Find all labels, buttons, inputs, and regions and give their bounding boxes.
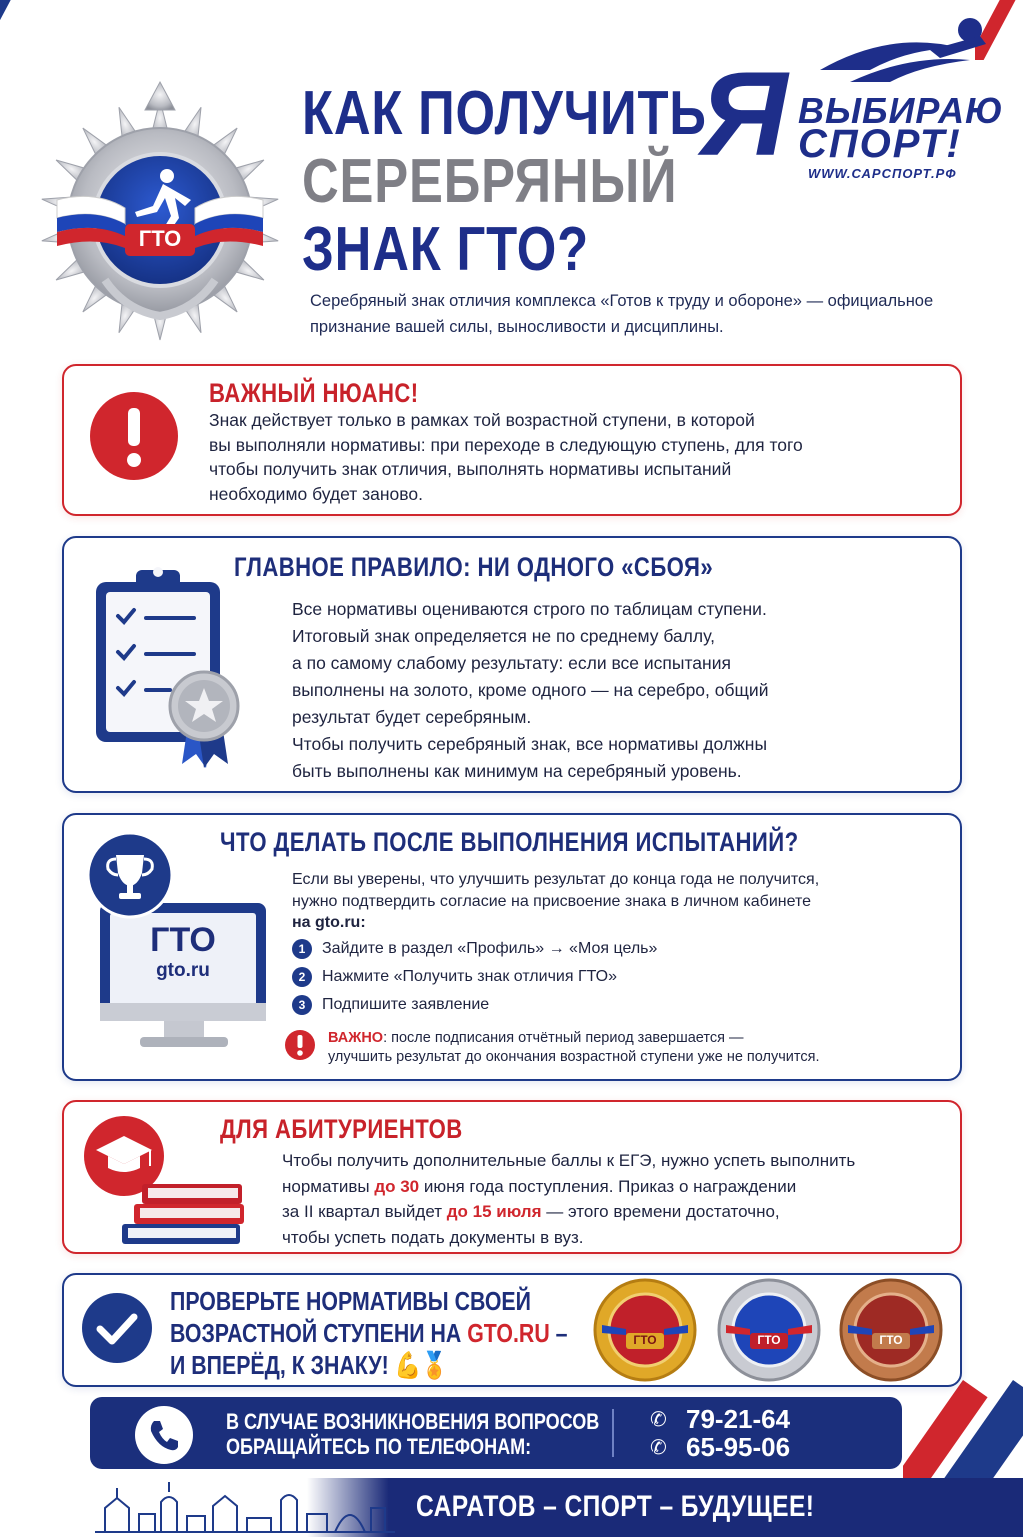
logo-letter-ya: Я: [700, 47, 788, 181]
steps-list: [292, 935, 657, 1019]
applicants-line: Чтобы получить дополнительные баллы к ЕГЭ, нужно успеть выполнить: [282, 1151, 856, 1170]
slogan: САРАТОВ – СПОРТ – БУДУЩЕЕ!: [416, 1490, 815, 1523]
after-heading: ЧТО ДЕЛАТЬ ПОСЛЕ ВЫПОЛНЕНИЯ ИСПЫТАНИЙ?: [220, 827, 799, 857]
after-intro-site[interactable]: на gto.ru:: [292, 914, 366, 931]
warning-text: : после подписания отчётный период завершается —: [383, 1030, 744, 1046]
nuance-heading: ВАЖНЫЙ НЮАНС!: [209, 378, 419, 408]
contact-line: ОБРАЩАЙТЕСЬ ПО ТЕЛЕФОНАМ:: [226, 1434, 532, 1459]
step-text: Подпишите заявление: [322, 996, 490, 1013]
step-text: Нажмите «Получить знак отличия ГТО»: [322, 968, 618, 985]
title-line-1: КАК ПОЛУЧИТЬ: [302, 79, 707, 148]
silver-gto-badge: [35, 80, 285, 342]
contact-line: В СЛУЧАЕ ВОЗНИКНОВЕНИЯ ВОПРОСОВ: [226, 1409, 600, 1434]
silver-medal-label: ГТО: [757, 1333, 781, 1347]
important-nuance-card: [62, 364, 962, 516]
applicants-line: чтобы успеть подать документы в вуз.: [282, 1227, 584, 1247]
phone-number[interactable]: 79-21-64: [686, 1403, 791, 1434]
title-line-2: СЕРЕБРЯНЫЙ: [302, 147, 678, 216]
warning-label: ВАЖНО: [328, 1030, 384, 1046]
applicants-heading: ДЛЯ АБИТУРИЕНТОВ: [220, 1114, 463, 1144]
rule-line: выполнены на золото, кроме одного — на серебро, общий: [292, 680, 769, 700]
rule-text: [292, 596, 932, 785]
check-line: ВОЗРАСТНОЙ СТУПЕНИ НА GTO.RU –: [170, 1318, 568, 1348]
contact-text: [226, 1409, 599, 1459]
city-skyline-icon: [95, 1478, 395, 1534]
ya-vybirayu-sport-logo: [700, 10, 1010, 190]
rule-line: а по самому слабому результату: если все испытания: [292, 653, 731, 673]
nuance-line: чтобы получить знак отличия, выполнять нормативы испытаний: [209, 459, 732, 479]
nuance-line: вы выполняли нормативы: при переходе в следующую ступень, для того: [209, 434, 803, 455]
rule-line: Чтобы получить серебряный знак, все нормативы должны: [292, 734, 768, 754]
applicants-card: [62, 1100, 962, 1254]
exclamation-icon: [88, 390, 180, 482]
rule-line: быть выполнены как минимум на серебряный уровень.: [292, 761, 742, 781]
after-intro: [292, 869, 952, 934]
phone-row[interactable]: [650, 1433, 790, 1461]
step-number: 2: [292, 967, 312, 987]
applicants-line: за II квартал выйдет до 15 июля — этого времени достаточно,: [282, 1202, 780, 1221]
phone-icon: ✆: [650, 1436, 667, 1459]
phone-icon: ✆: [650, 1408, 667, 1431]
intro-subtitle: Серебряный знак отличия комплекса «Готов к труду и обороне» — официальное признание вашей силы, выносливости и дисциплины.: [310, 292, 934, 336]
monitor-gto-label: ГТО: [150, 921, 216, 959]
after-warning: [328, 1029, 948, 1067]
contact-bar: [90, 1397, 902, 1469]
applicants-line: нормативы до 30 июня года поступления. Приказ о награждении: [282, 1176, 797, 1196]
rule-line: Все нормативы оцениваются строго по таблицам ступени.: [292, 599, 767, 619]
phone-row[interactable]: [650, 1405, 790, 1433]
gold-medal-icon: [590, 1275, 700, 1385]
after-tests-card: [62, 813, 962, 1081]
silver-badge-label: ГТО: [138, 226, 182, 251]
page-title: [302, 80, 707, 284]
checkmark-icon: [80, 1291, 154, 1365]
after-intro-line: нужно подтвердить согласие на присвоение знака в личном кабинете: [292, 892, 811, 910]
phone-list: [650, 1405, 790, 1461]
check-line: ПРОВЕРЬТЕ НОРМАТИВЫ СВОЕЙ: [170, 1286, 531, 1316]
bronze-medal-icon: [836, 1275, 946, 1385]
nuance-line: необходимо будет заново.: [209, 483, 423, 504]
main-rule-card: [62, 536, 962, 793]
gto-ru-link[interactable]: GTO.RU: [467, 1318, 550, 1348]
nuance-line: Знак действует только в рамках той возрастной ступени, в которой: [209, 410, 755, 430]
applicants-text: [282, 1148, 942, 1250]
rule-line: результат будет серебряным.: [292, 707, 532, 727]
logo-line-sport: СПОРТ!: [798, 122, 962, 166]
step-text: Зайдите в раздел «Профиль» → «Моя цель»: [322, 940, 658, 957]
list-item: [292, 935, 657, 963]
gold-medal-label: ГТО: [633, 1333, 657, 1347]
logo-url[interactable]: WWW.САРСПОРТ.РФ: [808, 166, 957, 181]
title-line-3: ЗНАК ГТО?: [302, 215, 590, 284]
rule-heading: ГЛАВНОЕ ПРАВИЛО: НИ ОДНОГО «СБОЯ»: [234, 552, 714, 582]
list-item: [292, 963, 657, 991]
silver-medal-icon: [714, 1275, 824, 1385]
warning-text-line2: улучшить результат до окончания возрастной ступени уже не получится.: [328, 1049, 820, 1065]
logo-line-vybirayu: ВЫБИРАЮ: [798, 90, 1004, 131]
phone-number[interactable]: 65-95-06: [686, 1431, 791, 1462]
monitor-site-label: gto.ru: [156, 960, 210, 981]
rule-line: Итоговый знак определяется не по среднему баллу,: [292, 626, 715, 646]
bronze-medal-label: ГТО: [879, 1333, 903, 1347]
list-item: [292, 991, 657, 1019]
deadline-july: до 15 июля: [446, 1202, 542, 1221]
after-intro-line: Если вы уверены, что улучшить результат до конца года не получится,: [292, 871, 820, 888]
divider: [612, 1409, 614, 1457]
check-text: [170, 1285, 568, 1381]
warning-icon: [284, 1029, 316, 1061]
check-standards-card: [62, 1273, 962, 1387]
nuance-text: [209, 408, 949, 506]
clipboard-checklist-icon: [90, 556, 250, 776]
step-number: 3: [292, 995, 312, 1015]
deadline-june: до 30: [374, 1176, 420, 1196]
check-line: И ВПЕРЁД, К ЗНАКУ! 💪🏅: [170, 1350, 448, 1380]
step-number: 1: [292, 939, 312, 959]
phone-icon: [134, 1405, 194, 1465]
runner-swoosh-icon: [810, 10, 1000, 90]
